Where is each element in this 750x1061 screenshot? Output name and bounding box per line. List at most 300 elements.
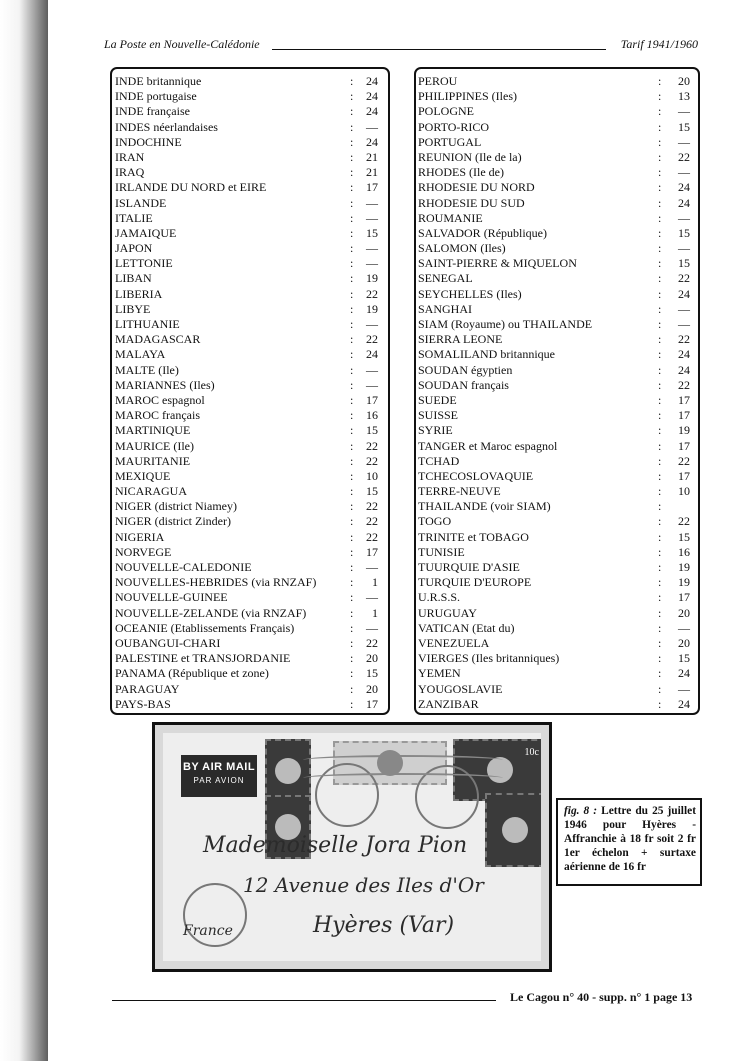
separator: :	[350, 89, 354, 104]
country-name: LETTONIE	[115, 256, 173, 271]
separator: :	[658, 377, 662, 392]
rate-value: —	[366, 210, 378, 225]
country-name: OUBANGUI-CHARI	[115, 635, 221, 650]
table-row	[416, 666, 698, 681]
table-row	[112, 514, 388, 529]
table-row	[112, 408, 388, 423]
table-row	[112, 347, 388, 362]
separator: :	[350, 438, 354, 453]
rate-value: 21	[366, 149, 378, 164]
table-row	[416, 180, 698, 195]
separator: :	[658, 286, 662, 301]
separator: :	[658, 195, 662, 210]
separator: :	[350, 165, 354, 180]
country-name: NIGER (district Zinder)	[115, 514, 231, 529]
table-row	[112, 256, 388, 271]
rate-value: —	[366, 119, 378, 134]
rate-value: 15	[678, 529, 690, 544]
country-name: PALESTINE et TRANSJORDANIE	[115, 651, 291, 666]
country-name: PAYS-BAS	[115, 696, 171, 711]
separator: :	[658, 225, 662, 240]
table-row	[112, 74, 388, 89]
country-name: THAILANDE (voir SIAM)	[418, 499, 551, 514]
table-row	[416, 530, 698, 545]
rate-value: 15	[366, 423, 378, 438]
rate-value: 21	[366, 165, 378, 180]
table-row	[112, 287, 388, 302]
country-name: PHILIPPINES (Iles)	[418, 89, 517, 104]
country-name: REUNION (Ile de la)	[418, 149, 522, 164]
country-name: INDE britannique	[115, 74, 202, 88]
rate-value: 22	[678, 377, 690, 392]
rate-value: 1	[372, 575, 378, 590]
rate-value: —	[366, 377, 378, 392]
country-name: INDOCHINE	[115, 134, 182, 149]
separator: :	[658, 681, 662, 696]
table-row	[416, 347, 698, 362]
country-name: SALOMON (Iles)	[418, 241, 506, 256]
country-name: VIERGES (Iles britanniques)	[418, 651, 560, 666]
rate-value: 17	[366, 544, 378, 559]
country-name: SENEGAL	[418, 271, 473, 286]
country-name: INDES néerlandaises	[115, 119, 218, 134]
rate-value: 22	[366, 635, 378, 650]
header-rule	[272, 49, 606, 50]
rate-value: 22	[678, 332, 690, 347]
rate-value: 10	[366, 468, 378, 483]
table-row	[112, 454, 388, 469]
rate-value: 17	[678, 408, 690, 423]
table-row	[112, 621, 388, 636]
country-name: MALTE (Ile)	[115, 362, 179, 377]
table-row	[416, 104, 698, 119]
country-name: ISLANDE	[115, 195, 167, 210]
separator: :	[658, 453, 662, 468]
separator: :	[350, 317, 354, 331]
country-name: MARTINIQUE	[115, 423, 191, 438]
country-name: ITALIE	[115, 210, 153, 225]
rate-value: —	[366, 317, 378, 331]
separator: :	[350, 256, 354, 271]
separator: :	[658, 484, 662, 499]
separator: :	[350, 301, 354, 316]
country-name: TERRE-NEUVE	[418, 484, 501, 499]
rate-value: —	[366, 620, 378, 635]
rate-value: —	[366, 560, 378, 574]
rate-value: 10	[678, 484, 690, 499]
table-row	[112, 211, 388, 226]
rate-value: 22	[366, 499, 378, 514]
rate-value: 24	[366, 104, 378, 119]
table-row	[112, 590, 388, 605]
table-row	[416, 196, 698, 211]
table-row	[112, 180, 388, 195]
table-row	[112, 666, 388, 681]
table-row	[112, 636, 388, 651]
table-row	[416, 150, 698, 165]
country-name: TCHECOSLOVAQUIE	[418, 468, 534, 483]
table-row	[112, 606, 388, 621]
rate-value: 15	[366, 225, 378, 240]
country-name: NICARAGUA	[115, 484, 187, 499]
rate-value: 20	[678, 74, 690, 88]
separator: :	[350, 74, 354, 88]
separator: :	[658, 362, 662, 377]
table-row	[416, 575, 698, 590]
separator: :	[658, 499, 662, 514]
table-row	[416, 469, 698, 484]
rate-value: 24	[678, 286, 690, 301]
separator: :	[658, 696, 662, 711]
rate-value: 24	[366, 89, 378, 104]
country-name: SEYCHELLES (Iles)	[418, 286, 522, 301]
separator: :	[658, 408, 662, 423]
rate-value: 17	[366, 180, 378, 195]
address-line: France	[183, 923, 233, 939]
table-row	[112, 271, 388, 286]
country-name: SOUDAN français	[418, 377, 509, 392]
rate-value: —	[678, 210, 690, 225]
page-header	[104, 37, 698, 53]
rate-value: 17	[678, 392, 690, 407]
stamp	[265, 739, 311, 803]
country-name: PANAMA (République et zone)	[115, 666, 269, 681]
table-row	[416, 211, 698, 226]
country-name: NORVEGE	[115, 544, 172, 559]
country-name: JAPON	[115, 241, 153, 256]
country-name: PORTUGAL	[418, 134, 482, 149]
wavy-cancellation	[303, 773, 503, 783]
table-row	[416, 120, 698, 135]
rate-value: 16	[366, 408, 378, 423]
separator: :	[350, 484, 354, 499]
table-row	[416, 256, 698, 271]
separator: :	[350, 408, 354, 423]
country-name: NOUVELLES-HEBRIDES (via RNZAF)	[115, 575, 317, 590]
country-name: SOMALILAND britannique	[418, 347, 555, 362]
country-name: TCHAD	[418, 453, 460, 468]
separator: :	[658, 666, 662, 681]
rate-value: 22	[366, 514, 378, 529]
table-row	[416, 363, 698, 378]
table-row	[416, 393, 698, 408]
country-name: LIBAN	[115, 271, 152, 286]
table-row	[112, 89, 388, 104]
rate-value: 17	[678, 590, 690, 605]
stamp-value: 10c	[524, 747, 539, 758]
country-name: YEMEN	[418, 666, 461, 681]
country-name: IRLANDE DU NORD et EIRE	[115, 180, 267, 195]
table-row	[416, 499, 698, 514]
country-name: SALVADOR (République)	[418, 225, 548, 240]
table-row	[416, 332, 698, 347]
separator: :	[658, 271, 662, 286]
rate-value: 24	[366, 134, 378, 149]
scan-edge-shadow	[0, 0, 48, 1061]
table-row	[416, 226, 698, 241]
table-row	[416, 408, 698, 423]
table-row	[112, 499, 388, 514]
table-row	[416, 636, 698, 651]
country-name: JAMAIQUE	[115, 225, 177, 240]
rate-value: 24	[366, 74, 378, 88]
separator: :	[350, 499, 354, 514]
table-row	[416, 74, 698, 89]
country-name: IRAN	[115, 149, 145, 164]
country-name: MAROC français	[115, 408, 200, 423]
rates-table-right	[414, 67, 700, 715]
country-name: VENEZUELA	[418, 635, 490, 650]
rate-value: 22	[678, 271, 690, 286]
country-name: NIGER (district Niamey)	[115, 499, 237, 514]
separator: :	[658, 514, 662, 529]
address-line: 12 Avenue des Iles d'Or	[243, 873, 484, 897]
separator: :	[350, 119, 354, 134]
country-name: MARIANNES (Iles)	[115, 377, 215, 392]
header-right-title: Tarif 1941/1960	[620, 37, 698, 51]
country-name: SIERRA LEONE	[418, 332, 503, 347]
separator: :	[658, 165, 662, 180]
rate-value: —	[366, 590, 378, 605]
rate-value: —	[366, 256, 378, 271]
table-row	[416, 302, 698, 317]
figure-caption-label: fig. 8 :	[564, 805, 598, 817]
bird-icon	[502, 817, 528, 843]
country-name: U.R.S.S.	[418, 590, 461, 605]
table-row	[416, 165, 698, 180]
separator: :	[350, 529, 354, 544]
table-row	[112, 545, 388, 560]
rate-value: —	[678, 301, 690, 316]
separator: :	[350, 377, 354, 392]
separator: :	[350, 195, 354, 210]
country-name: ROUMANIE	[418, 210, 483, 225]
separator: :	[350, 241, 354, 256]
table-row	[416, 135, 698, 150]
separator: :	[350, 134, 354, 149]
separator: :	[658, 347, 662, 362]
rate-value: 22	[366, 529, 378, 544]
table-row	[112, 378, 388, 393]
country-name: TURQUIE D'EUROPE	[418, 575, 532, 590]
separator: :	[658, 89, 662, 104]
separator: :	[350, 666, 354, 681]
country-name: PARAGUAY	[115, 681, 180, 696]
table-row	[416, 697, 698, 712]
rate-value: 17	[366, 392, 378, 407]
separator: :	[350, 423, 354, 438]
country-name: URUGUAY	[418, 605, 477, 620]
country-name: NOUVELLE-CALEDONIE	[115, 560, 252, 574]
rate-value: 19	[678, 423, 690, 438]
rate-value: 22	[366, 332, 378, 347]
separator: :	[350, 544, 354, 559]
country-name: LIBERIA	[115, 286, 163, 301]
separator: :	[350, 362, 354, 377]
table-row	[112, 135, 388, 150]
address-line: Mademoiselle Jora Pion	[203, 833, 468, 858]
separator: :	[350, 696, 354, 711]
table-row	[416, 439, 698, 454]
country-name: MAURICE (Ile)	[115, 438, 194, 453]
rate-value: 16	[678, 544, 690, 559]
airmail-label	[181, 755, 257, 797]
separator: :	[658, 317, 662, 331]
rate-value: 24	[678, 347, 690, 362]
table-row	[416, 545, 698, 560]
airmail-label-line2: PAR AVION	[193, 776, 245, 785]
header-left-title: La Poste en Nouvelle-Calédonie	[104, 37, 260, 51]
table-row	[112, 469, 388, 484]
separator: :	[658, 544, 662, 559]
separator: :	[658, 575, 662, 590]
rate-value: 17	[678, 438, 690, 453]
separator: :	[350, 560, 354, 574]
separator: :	[350, 271, 354, 286]
rate-value: 15	[678, 225, 690, 240]
rates-table-left	[110, 67, 390, 715]
rate-value: 20	[366, 681, 378, 696]
figure-caption	[556, 798, 702, 886]
table-row	[416, 241, 698, 256]
table-row	[112, 439, 388, 454]
table-row	[416, 484, 698, 499]
rate-value: —	[678, 104, 690, 119]
country-name: TOGO	[418, 514, 452, 529]
separator: :	[658, 468, 662, 483]
rate-value: —	[678, 134, 690, 149]
separator: :	[658, 134, 662, 149]
table-row	[416, 378, 698, 393]
country-name: TUNISIE	[418, 544, 465, 559]
table-row	[112, 560, 388, 575]
wavy-cancellation	[303, 755, 503, 765]
separator: :	[350, 635, 354, 650]
separator: :	[350, 210, 354, 225]
country-name: RHODESIE DU SUD	[418, 195, 525, 210]
rate-value: 19	[366, 271, 378, 286]
table-row	[416, 287, 698, 302]
separator: :	[658, 605, 662, 620]
separator: :	[658, 423, 662, 438]
table-row	[112, 423, 388, 438]
rate-value: 22	[678, 453, 690, 468]
rate-value: —	[678, 241, 690, 256]
rate-value: 22	[366, 286, 378, 301]
country-name: SUEDE	[418, 392, 457, 407]
separator: :	[350, 590, 354, 605]
rate-value: —	[366, 362, 378, 377]
country-name: SANGHAI	[418, 301, 472, 316]
separator: :	[350, 392, 354, 407]
rate-value: 20	[678, 605, 690, 620]
rate-value: 22	[678, 149, 690, 164]
rate-value: 24	[678, 696, 690, 711]
rates-table-right-rows	[416, 74, 698, 712]
table-row	[416, 621, 698, 636]
table-row	[112, 241, 388, 256]
separator: :	[350, 180, 354, 195]
country-name: RHODES (Ile de)	[418, 165, 504, 180]
rate-value: 15	[366, 484, 378, 499]
table-row	[112, 484, 388, 499]
page-footer: Le Cagou n° 40 - supp. n° 1 page 13	[510, 990, 693, 1004]
country-name: RHODESIE DU NORD	[418, 180, 535, 195]
rate-value: 19	[678, 575, 690, 590]
table-row	[112, 165, 388, 180]
country-name: PEROU	[418, 74, 458, 88]
table-row	[416, 682, 698, 697]
rate-value: —	[678, 317, 690, 331]
separator: :	[658, 620, 662, 635]
separator: :	[350, 149, 354, 164]
separator: :	[658, 392, 662, 407]
rate-value: —	[678, 681, 690, 696]
rate-value: —	[678, 165, 690, 180]
country-name: TUURQUIE D'ASIE	[418, 560, 520, 574]
rate-value: —	[366, 241, 378, 256]
rate-value: 24	[678, 195, 690, 210]
table-row	[416, 271, 698, 286]
separator: :	[350, 605, 354, 620]
table-row	[112, 575, 388, 590]
country-name: PORTO-RICO	[418, 119, 490, 134]
separator: :	[658, 651, 662, 666]
rate-value: —	[366, 195, 378, 210]
table-row	[416, 454, 698, 469]
country-name: NOUVELLE-GUINEE	[115, 590, 228, 605]
country-name: LITHUANIE	[115, 317, 180, 331]
bird-icon	[275, 758, 301, 784]
separator: :	[658, 590, 662, 605]
separator: :	[350, 681, 354, 696]
table-row	[112, 697, 388, 712]
table-row	[112, 196, 388, 211]
country-name: VATICAN (Etat du)	[418, 620, 515, 635]
rate-value: 15	[366, 666, 378, 681]
rate-value: 22	[366, 438, 378, 453]
table-row	[112, 363, 388, 378]
country-name: IRAQ	[115, 165, 145, 180]
table-row	[112, 530, 388, 545]
table-row	[416, 317, 698, 332]
separator: :	[658, 256, 662, 271]
separator: :	[658, 635, 662, 650]
country-name: LIBYE	[115, 301, 151, 316]
separator: :	[350, 347, 354, 362]
table-row	[112, 651, 388, 666]
separator: :	[350, 575, 354, 590]
separator: :	[658, 104, 662, 119]
rate-value: 19	[366, 301, 378, 316]
stamp	[485, 793, 541, 867]
footer-rule	[112, 1000, 496, 1001]
separator: :	[350, 620, 354, 635]
separator: :	[658, 560, 662, 574]
rate-value: 13	[678, 89, 690, 104]
country-name: ZANZIBAR	[418, 696, 479, 711]
envelope-photo	[152, 722, 552, 972]
table-row	[416, 606, 698, 621]
rate-value: 15	[678, 256, 690, 271]
country-name: INDE portugaise	[115, 89, 197, 104]
table-row	[112, 317, 388, 332]
separator: :	[658, 438, 662, 453]
airmail-label-line1: BY AIR MAIL	[182, 761, 256, 773]
figure-caption-text: Lettre du 25 juillet 1946 pour Hyères - Affranchie à 18 fr soit 2 fr 1er échelon + surtaxe aérienne de 16 fr	[564, 805, 696, 873]
country-name: SIAM (Royaume) ou THAILANDE	[418, 317, 593, 331]
separator: :	[350, 468, 354, 483]
